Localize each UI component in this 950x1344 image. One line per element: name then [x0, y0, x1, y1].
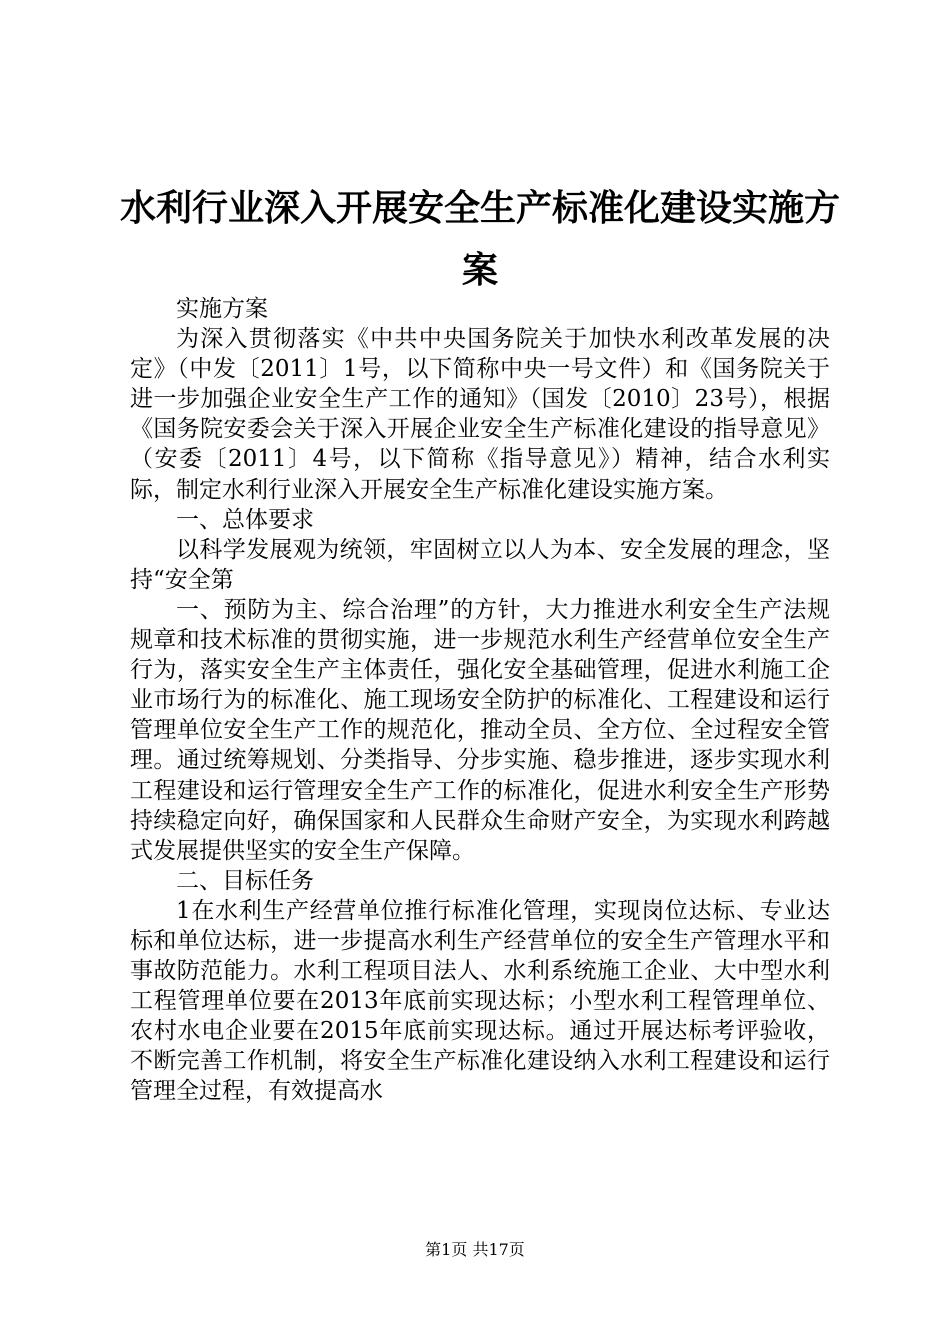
section-heading-general-requirements: 一、总体要求: [176, 506, 314, 533]
paragraph-general-requirements-1: 以科学发展观为统领，牢固树立以人为本、安全发展的理念，坚持“安全第: [130, 536, 830, 593]
document-body: [130, 294, 830, 1107]
paragraph-intro: 为深入贯彻落实《中共中央国务院关于加快水利改革发展的决定》（中发〔2011〕1号，以下简称中央一号文件）和《国务院关于进一步加强企业安全生产工作的通知》（国发〔2010〕23号），根据《国务院安委会关于深入开展企业安全生产标准化建设的指导意见》（安委〔2011〕4号，以下简称《指导意见》）精神，结合水利实际，制定水利行业深入开展安全生产标准化建设实施方案。: [130, 326, 830, 503]
section-heading-goals-tasks: 二、目标任务: [176, 867, 314, 894]
paragraph-goals-tasks-1: 1在水利生产经营单位推行标准化管理，实现岗位达标、专业达标和单位达标，进一步提高水利生产经营单位的安全生产管理水平和事故防范能力。水利工程项目法人、水利系统施工企业、大中型水利工程管理单位要在2013年底前实现达标；小型水利工程管理单位、农村水电企业要在2015年底前实现达标。通过开展达标考评验收，不断完善工作机制，将安全生产标准化建设纳入水利工程建设和运行管理全过程，有效提高水: [130, 897, 830, 1105]
paragraph-general-requirements-2: 一、预防为主、综合治理”的方针，大力推进水利安全生产法规规章和技术标准的贯彻实施，进一步规范水利生产经营单位安全生产行为，落实安全生产主体责任，强化安全基础管理，促进水利施工企业市场行为的标准化、施工现场安全防护的标准化、工程建设和运行管理单位安全生产工作的规范化，推动全员、全方位、全过程安全管理。通过统筹规划、分类指导、分步实施、稳步推进，逐步实现水利工程建设和运行管理安全生产工作的标准化，促进水利安全生产形势持续稳定向好，确保国家和人民群众生命财产安全，为实现水利跨越式发展提供坚实的安全生产保障。: [130, 596, 830, 864]
paragraph-heading-plan: 实施方案: [176, 296, 268, 322]
page-footer: 第1页 共17页: [425, 1240, 525, 1259]
document-title: 水利行业深入开展安全生产标准化建设实施方案: [120, 188, 841, 291]
